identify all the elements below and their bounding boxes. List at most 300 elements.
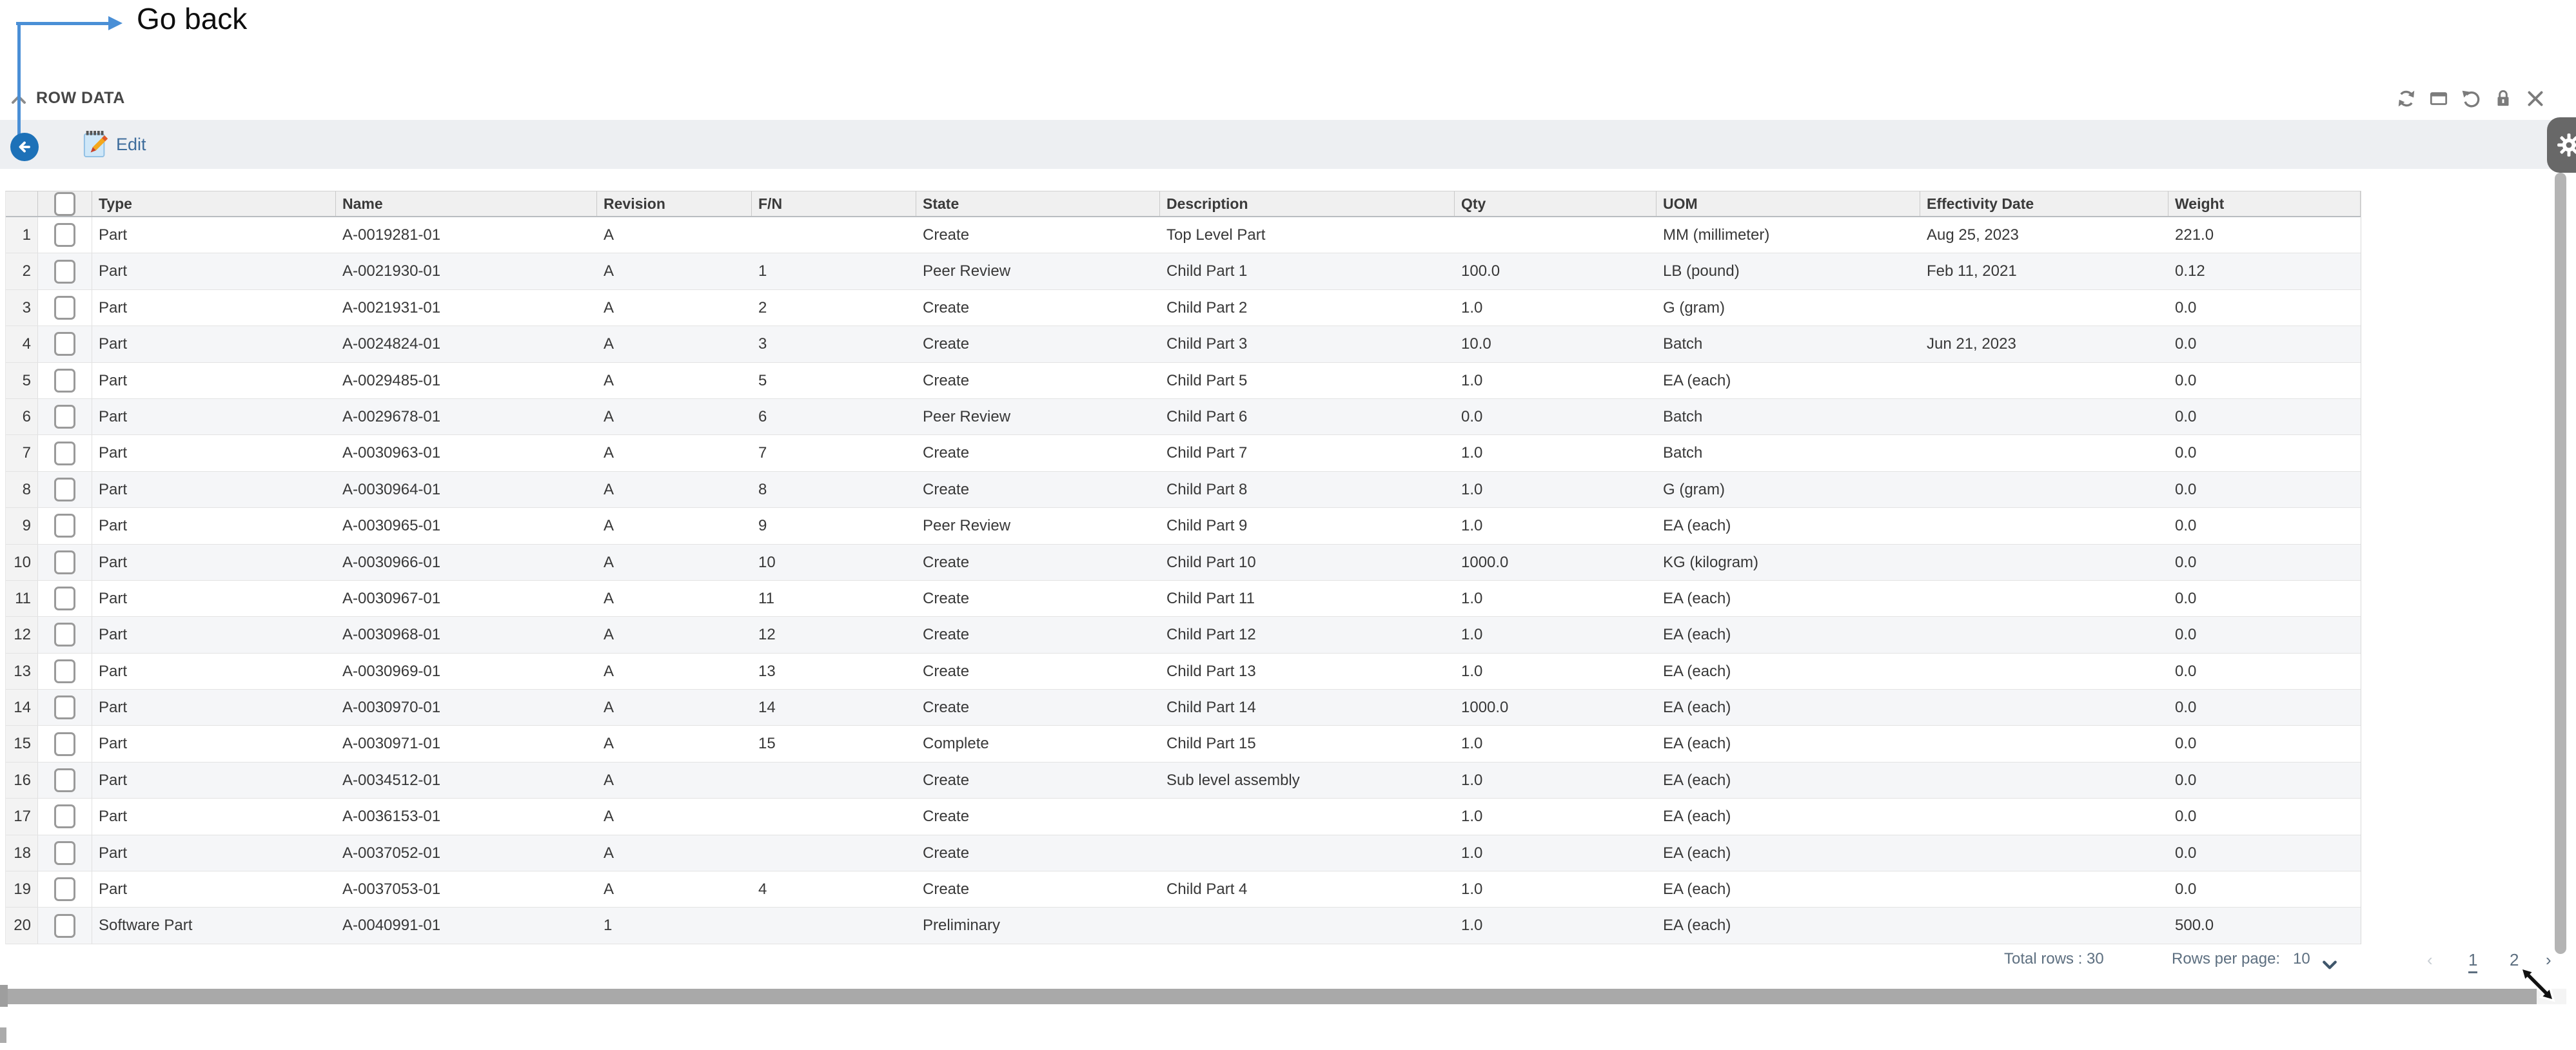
- cell-state: Create: [923, 589, 970, 607]
- row-checkbox[interactable]: [54, 296, 75, 320]
- cell-type: Part: [99, 335, 128, 353]
- cell-qty: 1.0: [1461, 662, 1483, 680]
- cell-uom: MM (millimeter): [1663, 226, 1770, 244]
- table-row[interactable]: [6, 326, 2361, 362]
- cell-qty: 1.0: [1461, 880, 1483, 899]
- cell-type: Part: [99, 880, 128, 899]
- column-header-revision[interactable]: Revision: [597, 191, 752, 216]
- table-row[interactable]: [6, 290, 2361, 326]
- table-row[interactable]: [6, 654, 2361, 690]
- table-row[interactable]: [6, 253, 2361, 289]
- edit-notepad-pencil-icon: [83, 129, 110, 160]
- row-checkbox-cell: [38, 508, 92, 543]
- cell-uom: EA (each): [1663, 735, 1731, 753]
- cell-fn: 1: [758, 262, 767, 280]
- cell-name: A-0030968-01: [342, 626, 441, 644]
- cell-revision: A: [604, 626, 615, 644]
- row-number: 3: [6, 290, 38, 326]
- table-row[interactable]: [6, 581, 2361, 617]
- lock-icon[interactable]: [2492, 88, 2514, 110]
- cell-uom: EA (each): [1663, 808, 1731, 826]
- cell-type: Part: [99, 808, 128, 826]
- cell-weight: 0.0: [2175, 589, 2197, 607]
- row-number: 17: [6, 799, 38, 834]
- cell-revision: A: [604, 662, 615, 680]
- row-checkbox-cell: [38, 326, 92, 362]
- cell-qty: 1.0: [1461, 626, 1483, 644]
- cell-uom: KG (kilogram): [1663, 553, 1759, 571]
- cell-type: Part: [99, 626, 128, 644]
- table-row[interactable]: [6, 545, 2361, 581]
- cell-weight: 0.0: [2175, 444, 2197, 462]
- go-back-button[interactable]: [10, 133, 39, 161]
- column-header-weight[interactable]: Weight: [2168, 191, 2361, 216]
- cell-fn: 5: [758, 371, 767, 389]
- cell-type: Part: [99, 735, 128, 753]
- table-row[interactable]: [6, 835, 2361, 871]
- cell-qty: 1.0: [1461, 517, 1483, 535]
- panel-header: [0, 83, 2576, 119]
- column-header-effectivity_date[interactable]: Effectivity Date: [1920, 191, 2168, 216]
- table-row[interactable]: [6, 799, 2361, 835]
- cell-effectivity_date: [1920, 654, 2168, 689]
- cell-description: Child Part 4: [1166, 880, 1248, 899]
- row-checkbox[interactable]: [54, 369, 75, 393]
- row-checkbox-cell: [38, 799, 92, 834]
- cell-description: Child Part 9: [1166, 517, 1248, 535]
- cell-state: Create: [923, 699, 970, 717]
- undo-icon[interactable]: [2460, 88, 2482, 110]
- cell-weight: 0.0: [2175, 480, 2197, 498]
- cell-type: Part: [99, 844, 128, 862]
- cell-qty: 1.0: [1461, 371, 1483, 389]
- cell-revision: A: [604, 335, 615, 353]
- cell-revision: A: [604, 553, 615, 571]
- cell-effectivity_date: Aug 25, 2023: [1927, 226, 2019, 244]
- cell-fn: 8: [758, 480, 767, 498]
- row-number: 16: [6, 763, 38, 798]
- cell-effectivity_date: [1920, 290, 2168, 326]
- cell-effectivity_date: [1920, 726, 2168, 761]
- cell-description: [1160, 835, 1455, 871]
- cell-uom: EA (each): [1663, 771, 1731, 789]
- row-checkbox-cell: [38, 581, 92, 616]
- cell-revision: A: [604, 262, 615, 280]
- cell-fn: 6: [758, 407, 767, 425]
- row-checkbox-cell: [38, 654, 92, 689]
- cell-name: A-0021930-01: [342, 262, 441, 280]
- cell-description: Child Part 5: [1166, 371, 1248, 389]
- cell-weight: 0.0: [2175, 407, 2197, 425]
- cell-name: A-0030969-01: [342, 662, 441, 680]
- row-checkbox-cell: [38, 253, 92, 289]
- column-header-name[interactable]: Name: [336, 191, 597, 216]
- vertical-scrollbar[interactable]: [2555, 173, 2566, 954]
- row-checkbox[interactable]: [54, 332, 75, 356]
- table-row[interactable]: [6, 908, 2361, 944]
- cell-description: Child Part 15: [1166, 735, 1256, 753]
- restore-window-icon[interactable]: [2428, 88, 2450, 110]
- cell-weight: 0.0: [2175, 844, 2197, 862]
- cell-effectivity_date: [1920, 799, 2168, 834]
- row-checkbox[interactable]: [54, 841, 75, 865]
- total-rows-label: Total rows : 30: [2004, 950, 2104, 967]
- cell-type: Part: [99, 407, 128, 425]
- cell-type: Part: [99, 480, 128, 498]
- cell-description: Child Part 10: [1166, 553, 1256, 571]
- cell-qty: 1.0: [1461, 771, 1483, 789]
- cell-revision: A: [604, 371, 615, 389]
- row-data-grid: [5, 191, 2361, 944]
- pagination-page-1-button[interactable]: 1: [2468, 950, 2477, 973]
- cell-state: Create: [923, 298, 970, 316]
- cell-type: Part: [99, 262, 128, 280]
- table-row[interactable]: [6, 217, 2361, 253]
- cell-description: Child Part 13: [1166, 662, 1256, 680]
- cell-weight: 221.0: [2175, 226, 2214, 244]
- cell-state: Create: [923, 771, 970, 789]
- edit-button-label: Edit: [116, 134, 146, 154]
- cell-weight: 0.0: [2175, 335, 2197, 353]
- cell-uom: EA (each): [1663, 917, 1731, 935]
- cell-weight: 0.12: [2175, 262, 2205, 280]
- cell-weight: 0.0: [2175, 298, 2197, 316]
- row-number: 8: [6, 472, 38, 507]
- cell-effectivity_date: [1920, 363, 2168, 398]
- cell-effectivity_date: [1920, 435, 2168, 471]
- cell-effectivity_date: [1920, 871, 2168, 907]
- cell-name: A-0019281-01: [342, 226, 441, 244]
- cell-type: Part: [99, 517, 128, 535]
- grid-body: [6, 217, 2361, 944]
- cell-qty: 1.0: [1461, 844, 1483, 862]
- row-number: 11: [6, 581, 38, 616]
- table-row[interactable]: [6, 690, 2361, 726]
- column-header-qty[interactable]: Qty: [1455, 191, 1657, 216]
- annotation-arrow-vertical-line: [17, 22, 21, 135]
- bottom-left-corner-block: [0, 1027, 6, 1043]
- row-checkbox[interactable]: [54, 514, 75, 538]
- table-row[interactable]: [6, 726, 2361, 762]
- row-checkbox[interactable]: [54, 478, 75, 501]
- row-number: 9: [6, 508, 38, 543]
- cell-fn: 13: [758, 662, 776, 680]
- cell-description: Child Part 14: [1166, 699, 1256, 717]
- cell-effectivity_date: [1920, 581, 2168, 616]
- table-row[interactable]: [6, 617, 2361, 653]
- cell-effectivity_date: [1920, 690, 2168, 725]
- cell-type: Part: [99, 662, 128, 680]
- cell-name: A-0024824-01: [342, 335, 441, 353]
- cell-description: Child Part 11: [1166, 589, 1255, 607]
- cell-description: Top Level Part: [1166, 226, 1266, 244]
- cell-fn: [752, 799, 916, 834]
- cell-qty: 1.0: [1461, 589, 1483, 607]
- row-checkbox[interactable]: [54, 732, 75, 756]
- cell-effectivity_date: [1920, 508, 2168, 543]
- pagination-next-button[interactable]: ›: [2546, 950, 2551, 969]
- panel-window-controls: [2395, 88, 2546, 110]
- cell-description: Child Part 8: [1166, 480, 1248, 498]
- cell-weight: 0.0: [2175, 371, 2197, 389]
- cell-name: A-0030971-01: [342, 735, 441, 753]
- cell-fn: [752, 908, 916, 943]
- header-rownum-cell: [6, 191, 38, 216]
- cell-name: A-0030970-01: [342, 699, 441, 717]
- cell-type: Part: [99, 298, 128, 316]
- cell-weight: 0.0: [2175, 699, 2197, 717]
- cell-name: A-0030964-01: [342, 480, 441, 498]
- cell-revision: A: [604, 589, 615, 607]
- refresh-icon[interactable]: [2395, 88, 2417, 110]
- cell-qty: 1000.0: [1461, 553, 1509, 571]
- cell-description: Child Part 6: [1166, 407, 1248, 425]
- cell-type: Part: [99, 699, 128, 717]
- rows-per-page-chevron-down-icon[interactable]: [2320, 955, 2339, 975]
- cell-type: Part: [99, 226, 128, 244]
- cell-effectivity_date: [1920, 835, 2168, 871]
- row-checkbox-cell: [38, 217, 92, 253]
- cell-uom: Batch: [1663, 335, 1703, 353]
- row-checkbox[interactable]: [54, 405, 75, 429]
- row-number: 19: [6, 871, 38, 907]
- row-checkbox[interactable]: [54, 659, 75, 683]
- row-checkbox[interactable]: [54, 804, 75, 828]
- table-row[interactable]: [6, 363, 2361, 399]
- cell-state: Create: [923, 335, 970, 353]
- cell-uom: EA (each): [1663, 589, 1731, 607]
- row-number: 18: [6, 835, 38, 871]
- cell-weight: 0.0: [2175, 662, 2197, 680]
- cell-revision: A: [604, 444, 615, 462]
- cell-fn: 2: [758, 298, 767, 316]
- cell-state: Peer Review: [923, 517, 1011, 535]
- cell-description: Child Part 12: [1166, 626, 1256, 644]
- cell-type: Part: [99, 771, 128, 789]
- cell-description: Sub level assembly: [1166, 771, 1300, 789]
- row-number: 20: [6, 908, 38, 943]
- cell-uom: G (gram): [1663, 480, 1725, 498]
- horizontal-scrollbar-thumb[interactable]: [0, 989, 2537, 1004]
- cell-fn: 11: [758, 589, 774, 607]
- cell-fn: [752, 217, 916, 253]
- cell-name: A-0030966-01: [342, 553, 441, 571]
- row-checkbox-cell: [38, 871, 92, 907]
- cell-fn: 7: [758, 444, 767, 462]
- row-checkbox-cell: [38, 690, 92, 725]
- cell-state: Peer Review: [923, 407, 1011, 425]
- cell-qty: [1455, 217, 1657, 253]
- select-all-checkbox[interactable]: [54, 192, 75, 216]
- cell-revision: A: [604, 808, 615, 826]
- cell-name: A-0037052-01: [342, 844, 441, 862]
- cell-qty: 1.0: [1461, 298, 1483, 316]
- row-checkbox[interactable]: [54, 550, 75, 574]
- cell-weight: 0.0: [2175, 771, 2197, 789]
- row-number: 15: [6, 726, 38, 761]
- cell-name: A-0029678-01: [342, 407, 441, 425]
- cell-revision: A: [604, 880, 615, 899]
- cell-state: Create: [923, 226, 970, 244]
- column-header-fn[interactable]: F/N: [752, 191, 916, 216]
- row-number: 14: [6, 690, 38, 725]
- row-checkbox[interactable]: [54, 442, 75, 465]
- toolbar: [0, 120, 2576, 169]
- cell-qty: 100.0: [1461, 262, 1500, 280]
- row-number: 7: [6, 435, 38, 471]
- row-checkbox-cell: [38, 399, 92, 434]
- cell-weight: 0.0: [2175, 517, 2197, 535]
- cell-state: Create: [923, 553, 970, 571]
- rows-per-page-label: Rows per page:: [2172, 950, 2281, 967]
- cell-qty: 1000.0: [1461, 699, 1509, 717]
- cell-effectivity_date: [1920, 545, 2168, 580]
- row-checkbox-cell: [38, 435, 92, 471]
- row-checkbox[interactable]: [54, 768, 75, 792]
- column-header-description[interactable]: Description: [1160, 191, 1455, 216]
- cell-weight: 500.0: [2175, 917, 2214, 935]
- cell-name: A-0021931-01: [342, 298, 441, 316]
- cell-type: Part: [99, 371, 128, 389]
- panel-title: ROW DATA: [36, 89, 125, 107]
- table-row[interactable]: [6, 472, 2361, 508]
- cell-revision: A: [604, 699, 615, 717]
- column-header-state[interactable]: State: [916, 191, 1160, 216]
- cell-effectivity_date: [1920, 399, 2168, 434]
- cell-fn: 4: [758, 880, 767, 899]
- cell-weight: 0.0: [2175, 553, 2197, 571]
- header-checkbox-cell: [38, 191, 92, 216]
- cell-fn: 12: [758, 626, 776, 644]
- cell-qty: 1.0: [1461, 480, 1483, 498]
- cell-effectivity_date: [1920, 472, 2168, 507]
- row-number: 6: [6, 399, 38, 434]
- row-checkbox[interactable]: [54, 877, 75, 901]
- resize-cursor-icon: [2519, 966, 2556, 1003]
- cell-uom: EA (each): [1663, 844, 1731, 862]
- cell-revision: A: [604, 735, 615, 753]
- column-header-type[interactable]: Type: [92, 191, 336, 216]
- row-number: 4: [6, 326, 38, 362]
- row-checkbox[interactable]: [54, 260, 75, 284]
- row-checkbox[interactable]: [54, 914, 75, 938]
- cell-state: Create: [923, 880, 970, 899]
- cell-revision: 1: [604, 917, 613, 935]
- cell-uom: EA (each): [1663, 371, 1731, 389]
- rows-per-page-value[interactable]: 10: [2293, 950, 2310, 967]
- cell-state: Create: [923, 844, 970, 862]
- cell-name: A-0029485-01: [342, 371, 441, 389]
- back-arrow-icon: [15, 137, 34, 157]
- row-checkbox-cell: [38, 726, 92, 761]
- cell-effectivity_date: Jun 21, 2023: [1927, 335, 2016, 353]
- cell-weight: 0.0: [2175, 735, 2197, 753]
- cell-name: A-0040991-01: [342, 917, 441, 935]
- cell-description: [1160, 799, 1455, 834]
- cell-qty: 1.0: [1461, 808, 1483, 826]
- cell-name: A-0034512-01: [342, 771, 441, 789]
- cell-type: Part: [99, 589, 128, 607]
- row-checkbox-cell: [38, 908, 92, 943]
- cell-fn: 15: [758, 735, 776, 753]
- row-number: 13: [6, 654, 38, 689]
- column-header-uom[interactable]: UOM: [1657, 191, 1920, 216]
- row-checkbox[interactable]: [54, 623, 75, 647]
- edit-button[interactable]: [83, 120, 146, 169]
- table-row[interactable]: [6, 763, 2361, 799]
- cell-description: [1160, 908, 1455, 943]
- row-number: 5: [6, 363, 38, 398]
- cell-state: Preliminary: [923, 917, 1001, 935]
- cell-state: Create: [923, 444, 970, 462]
- row-checkbox-cell: [38, 835, 92, 871]
- cell-fn: 9: [758, 517, 767, 535]
- row-checkbox[interactable]: [54, 695, 75, 719]
- cell-description: Child Part 2: [1166, 298, 1248, 316]
- cell-qty: 1.0: [1461, 735, 1483, 753]
- cell-state: Create: [923, 626, 970, 644]
- cell-state: Complete: [923, 735, 989, 753]
- cell-fn: 3: [758, 335, 767, 353]
- cell-state: Peer Review: [923, 262, 1011, 280]
- row-checkbox[interactable]: [54, 587, 75, 610]
- cell-effectivity_date: Feb 11, 2021: [1927, 262, 2017, 280]
- cell-uom: LB (pound): [1663, 262, 1740, 280]
- cell-uom: Batch: [1663, 444, 1703, 462]
- cell-uom: EA (each): [1663, 880, 1731, 899]
- annotation-go-back-label: Go back: [137, 2, 248, 35]
- cell-uom: G (gram): [1663, 298, 1725, 316]
- cell-revision: A: [604, 407, 615, 425]
- row-number: 2: [6, 253, 38, 289]
- cell-type: Part: [99, 444, 128, 462]
- row-checkbox-cell: [38, 290, 92, 326]
- horizontal-scrollbar-notch: [0, 985, 8, 1007]
- row-checkbox-cell: [38, 363, 92, 398]
- table-row[interactable]: [6, 508, 2361, 544]
- pagination-prev-button[interactable]: ‹: [2427, 950, 2433, 969]
- cell-qty: 0.0: [1461, 407, 1483, 425]
- table-row[interactable]: [6, 435, 2361, 471]
- cell-uom: EA (each): [1663, 662, 1731, 680]
- row-checkbox-cell: [38, 545, 92, 580]
- cell-effectivity_date: [1920, 617, 2168, 652]
- cell-type: Part: [99, 553, 128, 571]
- cell-state: Create: [923, 480, 970, 498]
- row-checkbox-cell: [38, 472, 92, 507]
- table-row[interactable]: [6, 871, 2361, 908]
- cell-uom: EA (each): [1663, 699, 1731, 717]
- cell-uom: Batch: [1663, 407, 1703, 425]
- row-number: 1: [6, 217, 38, 253]
- cell-name: A-0030963-01: [342, 444, 441, 462]
- cell-fn: [752, 835, 916, 871]
- cell-weight: 0.0: [2175, 808, 2197, 826]
- cell-effectivity_date: [1920, 908, 2168, 943]
- close-icon[interactable]: [2524, 88, 2546, 110]
- cell-description: Child Part 7: [1166, 444, 1248, 462]
- settings-gear-tab[interactable]: [2547, 117, 2576, 173]
- annotation-arrow-line: [16, 22, 109, 25]
- cell-revision: A: [604, 298, 615, 316]
- cell-fn: [752, 763, 916, 798]
- pagination-page-2-button[interactable]: 2: [2510, 950, 2519, 969]
- cell-uom: EA (each): [1663, 626, 1731, 644]
- cell-state: Create: [923, 808, 970, 826]
- gear-icon: [2555, 131, 2576, 159]
- table-row[interactable]: [6, 399, 2361, 435]
- row-checkbox[interactable]: [54, 223, 75, 247]
